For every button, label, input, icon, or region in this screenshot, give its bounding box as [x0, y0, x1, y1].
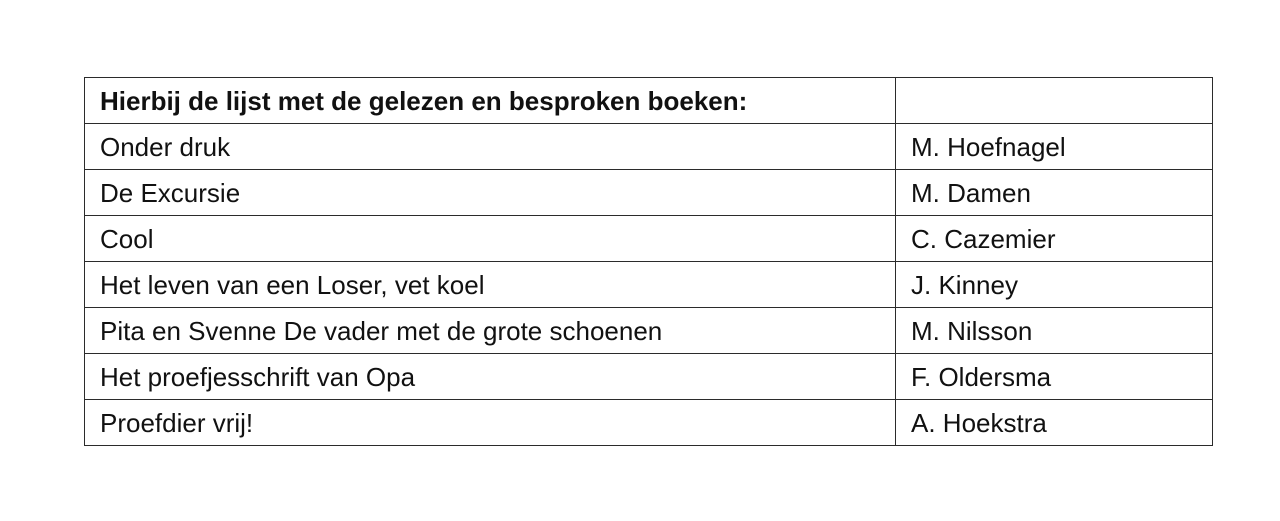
- book-author-cell: J. Kinney: [896, 262, 1213, 308]
- book-author-cell: C. Cazemier: [896, 216, 1213, 262]
- book-list-table: [84, 77, 1213, 446]
- header-title-cell: Hierbij de lijst met de gelezen en besproken boeken:: [85, 78, 896, 124]
- book-author-cell: F. Oldersma: [896, 354, 1213, 400]
- table-row: [85, 400, 1213, 446]
- book-author-cell: M. Nilsson: [896, 308, 1213, 354]
- book-author-cell: M. Damen: [896, 170, 1213, 216]
- book-title-cell: Onder druk: [85, 124, 896, 170]
- table-header-row: [85, 78, 1213, 124]
- book-title-cell: Het leven van een Loser, vet koel: [85, 262, 896, 308]
- table-row: [85, 124, 1213, 170]
- book-title-cell: Cool: [85, 216, 896, 262]
- header-author-cell: [896, 78, 1213, 124]
- book-title-cell: De Excursie: [85, 170, 896, 216]
- table-row: [85, 354, 1213, 400]
- book-title-cell: Pita en Svenne De vader met de grote schoenen: [85, 308, 896, 354]
- book-title-cell: Het proefjesschrift van Opa: [85, 354, 896, 400]
- table-row: [85, 170, 1213, 216]
- table-row: [85, 216, 1213, 262]
- book-author-cell: M. Hoefnagel: [896, 124, 1213, 170]
- book-author-cell: A. Hoekstra: [896, 400, 1213, 446]
- book-title-cell: Proefdier vrij!: [85, 400, 896, 446]
- table-row: [85, 262, 1213, 308]
- table-row: [85, 308, 1213, 354]
